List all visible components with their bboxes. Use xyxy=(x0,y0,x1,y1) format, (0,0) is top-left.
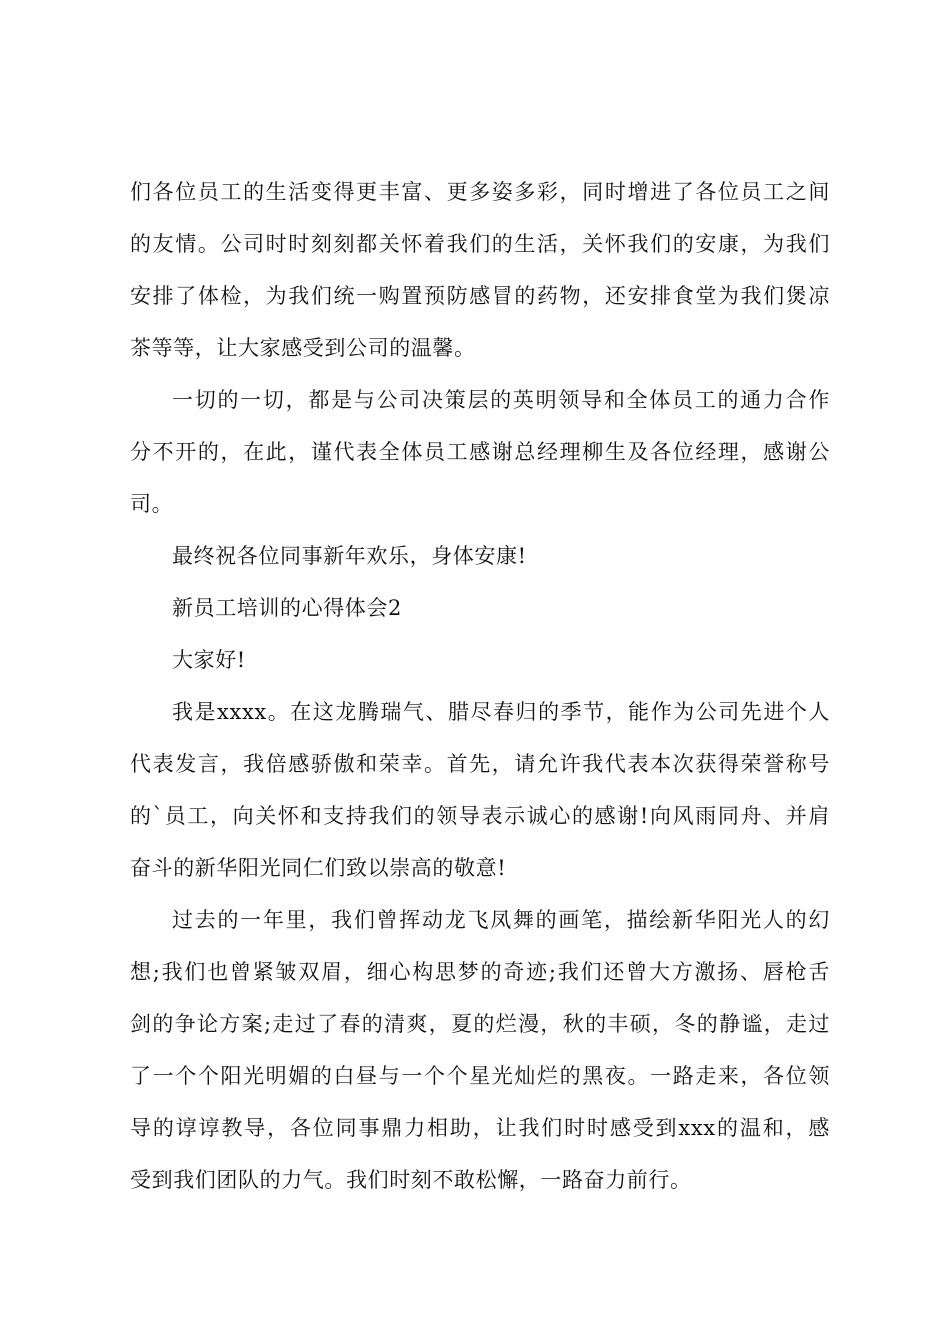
greeting-line: 大家好! xyxy=(172,648,246,672)
text-line: 导的谆谆教导，各位同事鼎力相助，让我们时时感受到xxx的温和，感 xyxy=(130,1116,830,1140)
paragraph-start-line: 我是xxxx。在这龙腾瑞气、腊尽春归的季节，能作为公司先进个人 xyxy=(172,700,830,724)
text-line: 受到我们团队的力气。我们时刻不敢松懈，一路奋力前行。 xyxy=(130,1168,692,1192)
document-body xyxy=(130,180,830,1220)
text-line: 奋斗的新华阳光同仁们致以崇高的敬意! xyxy=(130,856,507,880)
section-heading: 新员工培训的心得体会2 xyxy=(172,596,402,620)
text-line: 分不开的，在此，谨代表全体员工感谢总经理柳生及各位经理，感谢公 xyxy=(130,440,830,464)
text-line: 想;我们也曾紧皱双眉，细心构思梦的奇迹;我们还曾大方激扬、唇枪舌 xyxy=(130,960,830,984)
text-line: 安排了体检，为我们统一购置预防感冒的药物，还安排食堂为我们煲凉 xyxy=(130,284,830,308)
text-line: 的友情。公司时时刻刻都关怀着我们的生活，关怀我们的安康，为我们 xyxy=(130,232,830,256)
text-line: 的`员工，向关怀和支持我们的领导表示诚心的感谢!向风雨同舟、并肩 xyxy=(130,804,830,828)
paragraph-start-line: 一切的一切，都是与公司决策层的英明领导和全体员工的通力合作 xyxy=(172,388,830,412)
closing-line: 最终祝各位同事新年欢乐，身体安康! xyxy=(172,544,527,568)
text-line: 们各位员工的生活变得更丰富、更多姿多彩，同时增进了各位员工之间 xyxy=(130,180,830,204)
text-line: 司。 xyxy=(130,492,174,516)
text-line: 茶等等，让大家感受到公司的温馨。 xyxy=(130,336,476,360)
text-line: 代表发言，我倍感骄傲和荣幸。首先，请允许我代表本次获得荣誉称号 xyxy=(130,752,830,776)
text-line: 剑的争论方案;走过了春的清爽，夏的烂漫，秋的丰硕，冬的静谧，走过 xyxy=(130,1012,830,1036)
text-line: 了一个个阳光明媚的白昼与一个个星光灿烂的黑夜。一路走来，各位领 xyxy=(130,1064,830,1088)
paragraph-start-line: 过去的一年里，我们曾挥动龙飞凤舞的画笔，描绘新华阳光人的幻 xyxy=(172,908,830,932)
